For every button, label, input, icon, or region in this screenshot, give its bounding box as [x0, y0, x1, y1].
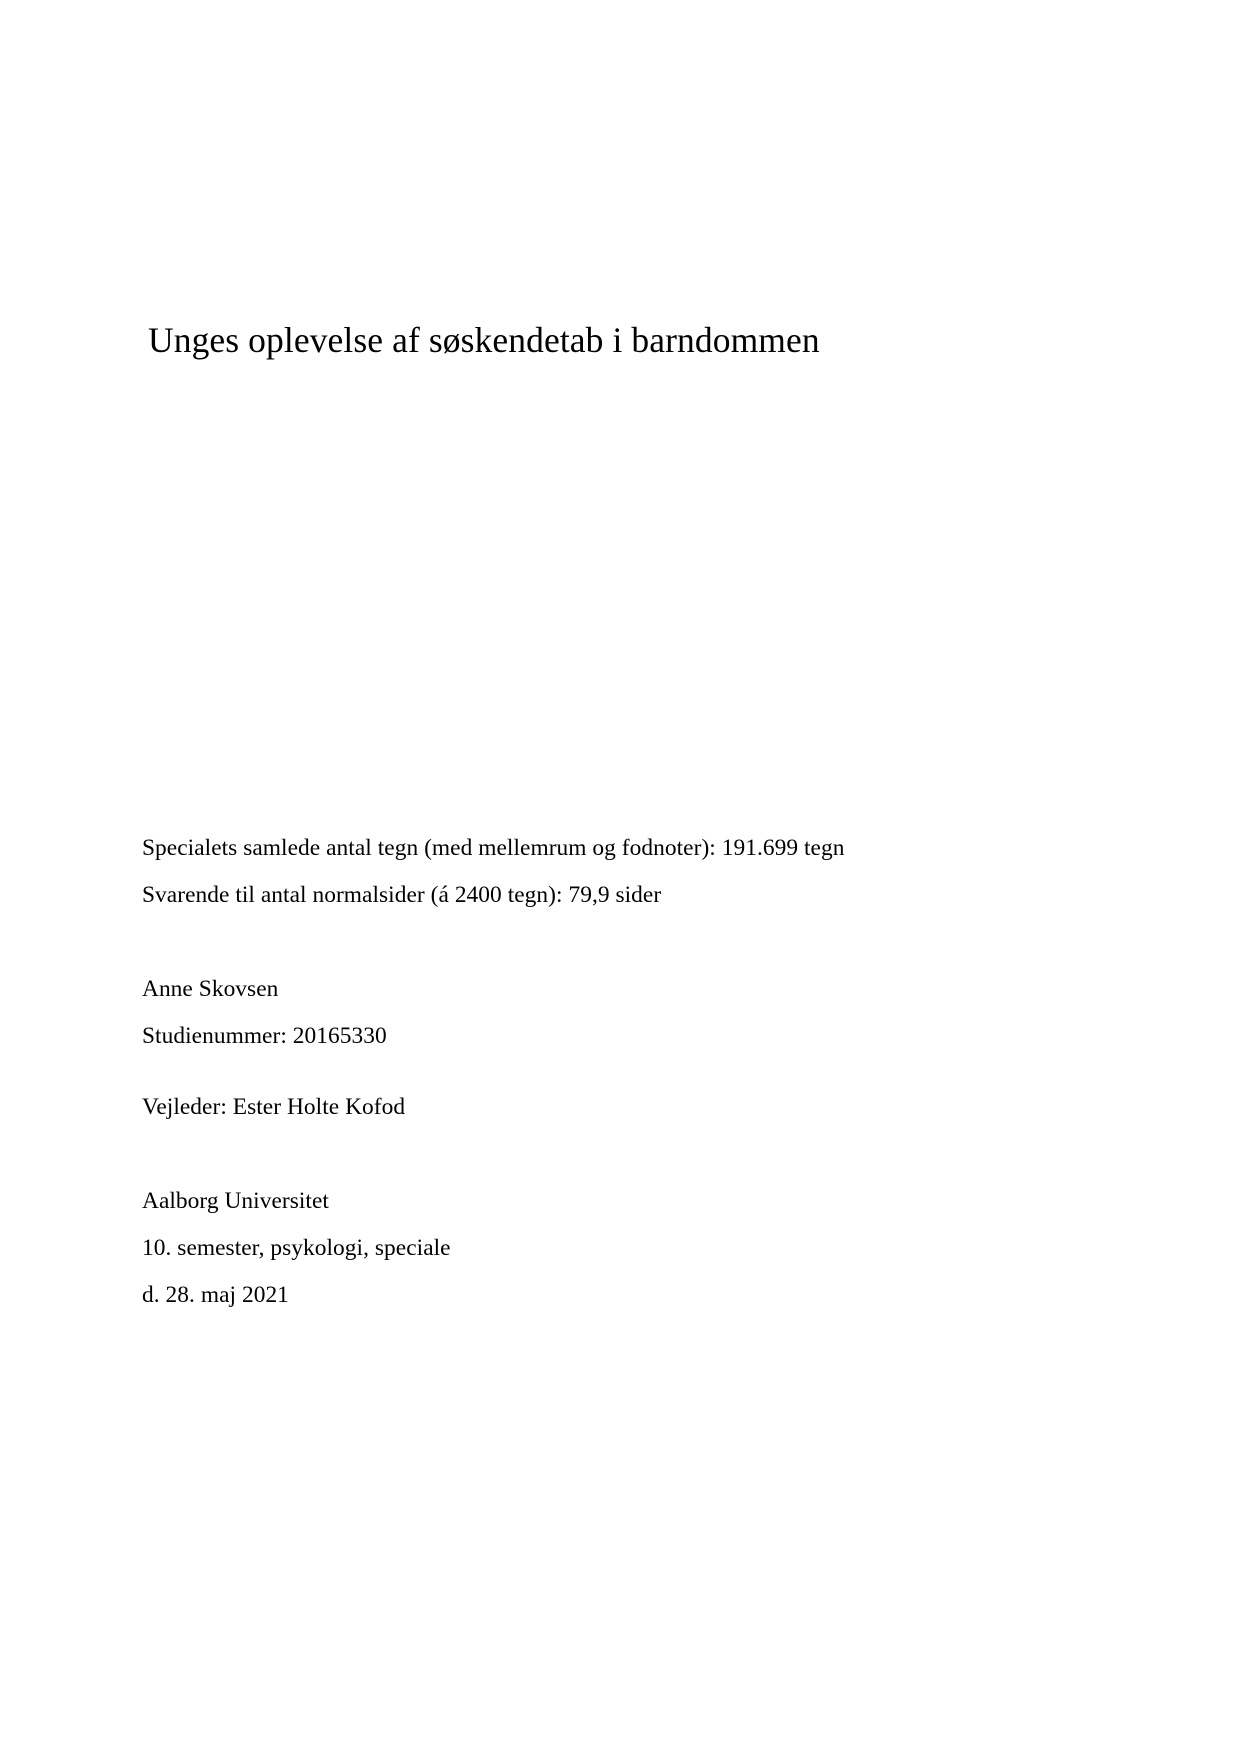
programme-line: 10. semester, psykologi, speciale: [142, 1235, 451, 1261]
university-name: Aalborg Universitet: [142, 1188, 329, 1214]
advisor-line: Vejleder: Ester Holte Kofod: [142, 1094, 406, 1120]
author-name: Anne Skovsen: [142, 976, 279, 1002]
advisor-block: [142, 1084, 1102, 1131]
character-count-line: Specialets samlede antal tegn (med mellemrum og fodnoter): 191.699 tegn: [142, 835, 845, 861]
thesis-extent-block: [142, 825, 1102, 919]
page-title: Unges oplevelse af søskendetab i barndommen: [148, 320, 820, 360]
institution-block: [142, 1178, 1102, 1319]
student-number: Studienummer: 20165330: [142, 1023, 387, 1049]
submission-date: d. 28. maj 2021: [142, 1282, 289, 1308]
author-block: [142, 966, 1102, 1060]
normal-pages-line: Svarende til antal normalsider (á 2400 tegn): 79,9 sider: [142, 882, 662, 908]
